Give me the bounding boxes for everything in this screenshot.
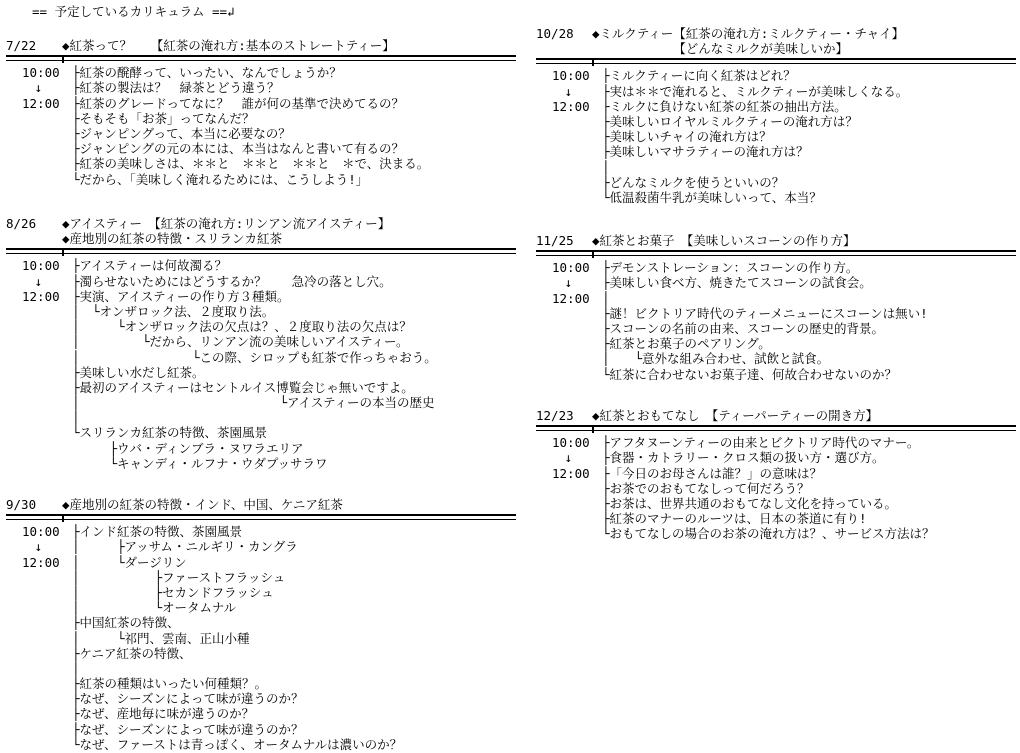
session-title: ◆アイスティー 【紅茶の淹れ方:リンアン流アイスティー】 — [62, 216, 391, 231]
topic-item: │ └ダージリン — [72, 554, 187, 570]
session-9-30 — [6, 497, 516, 752]
section-divider — [6, 248, 516, 254]
divider-tick — [62, 248, 64, 256]
topic-item: └だから、「美味しく淹れるためには、こうしよう!」 — [72, 171, 369, 187]
topic-item: │ └この際、シロップも紅茶で作っちゃおう。 — [72, 349, 437, 365]
topic-item: ├そもそも「お茶」ってなんだ？ — [72, 110, 255, 126]
topic-item: │ ├セカンドフラッシュ — [72, 584, 274, 600]
time-label: 10:00 — [552, 260, 590, 276]
session-header — [6, 38, 516, 53]
time-label: 10:00 — [22, 65, 60, 81]
topic-item: ├ミルクに負けない紅茶の紅茶の抽出方法。 — [602, 98, 847, 114]
topic-item: │ — [602, 290, 610, 306]
divider-tick — [62, 514, 64, 522]
topic-item: ├アイスティーは何故濁る？ — [72, 258, 228, 274]
session-date: 7/22 — [6, 38, 37, 53]
session-body — [536, 68, 1016, 205]
time-range — [22, 524, 66, 570]
topic-item: ├インド紅茶の特徴、茶園風景 — [72, 524, 243, 540]
session-date: 9/30 — [6, 497, 37, 512]
topic-item: ├ミルクティーに向く紅茶はどれ？ — [602, 68, 796, 84]
topic-item: │ ├ファーストフラッシュ — [72, 569, 286, 585]
session-title: ◆産地別の紅茶の特徴・スリランカ紅茶 — [62, 231, 283, 247]
time-label: 12:00 — [552, 290, 590, 306]
topic-item: ├お茶でのおもてなしって何だろう？ — [602, 480, 810, 496]
session-title: 【どんなミルクが美味しいか】 — [592, 41, 849, 57]
topic-item: │ — [72, 660, 80, 676]
topic-item: ├美味しいマサラティーの淹れ方は？ — [602, 144, 809, 160]
topic-list — [602, 68, 1016, 205]
topic-item: ├紅茶の美味しさは、＊＊と ＊＊と ＊＊と ＊で、決まる。 — [72, 156, 430, 172]
time-range — [552, 68, 596, 114]
topic-list — [72, 65, 516, 187]
topic-item: ├なぜ、産地毎に味が違うのか？ — [72, 706, 255, 722]
topic-item: └紅茶に合わせないお菓子達、何故合わせないのか？ — [602, 366, 898, 382]
topic-item: ├ウバ・ディンブラ・ヌワラエリア — [72, 440, 304, 456]
session-title: ◆産地別の紅茶の特徴・インド、中国、ケニア紅茶 — [62, 497, 343, 512]
down-arrow-icon: ↓ — [552, 83, 573, 99]
divider-tick — [592, 250, 594, 258]
topic-item: ├実演、アイスティーの作り方３種類。 — [72, 288, 290, 304]
topic-item: ├紅茶とお菓子のペアリング。 — [602, 336, 771, 352]
down-arrow-icon: ↓ — [22, 80, 43, 96]
time-label: 10:00 — [22, 258, 60, 274]
topic-item: │ └オンザロック法、２度取り法。 — [72, 303, 275, 319]
topic-item: ├紅茶のグレードってなに？ 誰が何の基準で決めてるの？ — [72, 95, 405, 111]
session-10-28 — [536, 26, 1016, 205]
down-arrow-icon: ↓ — [552, 275, 573, 291]
section-divider — [6, 514, 516, 520]
session-date: 12/23 — [536, 408, 574, 423]
topic-item: ├ジャンピングって、本当に必要なの？ — [72, 125, 291, 141]
down-arrow-icon: ↓ — [552, 450, 573, 466]
topic-item: ├中国紅茶の特徴、 — [72, 615, 180, 631]
topic-item: ├デモンストレーション：スコーンの作り方。 — [602, 260, 859, 276]
topic-item: └なぜ、ファーストは青っぽく、オータムナルは濃いのか？ — [72, 736, 403, 752]
session-title: ◆紅茶とお菓子 【美味しいスコーンの作り方】 — [592, 233, 856, 248]
session-header — [6, 497, 516, 512]
topic-item: ├お茶は、世界共通のおもてなし文化を持っている。 — [602, 495, 898, 511]
topic-item: ├美味しい水だし紅茶。 — [72, 364, 205, 380]
divider-tick — [592, 58, 594, 66]
session-title: ◆紅茶とおもてなし 【ティーパーティーの開き方】 — [592, 408, 879, 423]
session-body — [536, 435, 1016, 541]
topic-item: ├なぜ、シーズンによって味が違うのか？ — [72, 721, 304, 737]
topic-item: ├なぜ、シーズンによって味が違うのか？ — [72, 691, 304, 707]
session-header — [536, 233, 1016, 248]
session-8-26 — [6, 216, 516, 471]
topic-item: │ └意外な組み合わせ、試飲と試食。 — [602, 351, 830, 367]
divider-tick — [62, 55, 64, 63]
topic-item: ├どんなミルクを使うといいの？ — [602, 174, 785, 190]
section-divider — [536, 58, 1016, 64]
topic-item: └おもてなしの場合のお茶の淹れ方は？、サービス方法は？ — [602, 526, 935, 542]
topic-list — [72, 524, 516, 752]
topic-item: │ └アイスティーの本当の歴史 — [72, 395, 435, 411]
topic-item: ├ジャンピングの元の本には、本当はなんと書いて有るの？ — [72, 141, 405, 157]
time-range — [22, 65, 66, 111]
topic-item: ├ケニア紅茶の特徴、 — [72, 645, 192, 661]
session-header — [6, 216, 516, 231]
topic-item: ├濁らせないためにはどうするか？ 急冷の落とし穴。 — [72, 273, 392, 289]
time-label: 12:00 — [552, 98, 590, 114]
session-title: ◆ミルクティー【紅茶の淹れ方:ミルクティー・チャイ】 — [592, 26, 905, 41]
session-header — [536, 408, 1016, 423]
topic-item: ├スコーンの名前の由来、スコーンの歴史的背景。 — [602, 320, 885, 336]
topic-item: ├「今日のお母さんは誰？」の意味は？ — [602, 465, 823, 481]
topic-item: ├紅茶の種類はいったい何種類？。 — [72, 676, 268, 692]
session-7-22 — [6, 38, 516, 187]
section-divider — [536, 250, 1016, 256]
section-divider — [6, 55, 516, 61]
time-label: 10:00 — [22, 524, 60, 540]
time-label: 12:00 — [22, 288, 60, 304]
session-body — [536, 260, 1016, 382]
topic-item: └低温殺菌牛乳が美味しいって、本当？ — [602, 189, 822, 205]
topic-list — [602, 435, 1016, 541]
topic-item: ├紅茶のマナーのルーツは、日本の茶道に有り! — [602, 511, 867, 527]
session-body — [6, 524, 516, 752]
session-header-continued — [6, 231, 516, 246]
topic-item: │ — [602, 159, 610, 175]
session-date: 10/28 — [536, 26, 574, 41]
session-date: 11/25 — [536, 233, 574, 248]
time-label: 10:00 — [552, 435, 590, 451]
section-divider — [536, 425, 1016, 431]
session-12-23 — [536, 408, 1016, 542]
topic-item: ├最初のアイスティーはセントルイス博覧会じゃ無いですよ。 — [72, 379, 414, 395]
page-title: == 予定しているカリキュラム ==↲ — [32, 4, 235, 19]
topic-item: ├美味しいロイヤルミルクティーの淹れ方は？ — [602, 113, 858, 129]
session-11-25 — [536, 233, 1016, 382]
topic-item: │ ├アッサム・ニルギリ・カングラ — [72, 539, 298, 555]
topic-item: ├美味しいチャイの淹れ方は？ — [602, 129, 772, 145]
session-body — [6, 65, 516, 187]
topic-item: ├美味しい食べ方、焼きたてスコーンの試食会。 — [602, 275, 872, 291]
down-arrow-icon: ↓ — [22, 273, 43, 289]
topic-item: │ └だから、リンアン流の美味しいアイスティー。 — [72, 334, 409, 350]
session-date: 8/26 — [6, 216, 37, 231]
time-range — [552, 260, 596, 306]
topic-item: ├紅茶の製法は？ 緑茶とどう違う？ — [72, 80, 280, 96]
session-body — [6, 258, 516, 471]
topic-item: ├謎！ビクトリア時代のティーメニューにスコーンは無い! — [602, 305, 928, 321]
topic-item: ├食器・カトラリー・クロス類の扱い方・選び方。 — [602, 450, 885, 466]
time-label: 12:00 — [552, 465, 590, 481]
time-range — [552, 435, 596, 481]
time-range — [22, 258, 66, 304]
divider-tick — [592, 425, 594, 433]
topic-item: │ └祁門、雲南、正山小種 — [72, 630, 250, 646]
topic-item: ├アフタヌーンティーの由来とビクトリア時代のマナー。 — [602, 435, 920, 451]
time-label: 12:00 — [22, 554, 60, 570]
time-label: 12:00 — [22, 95, 60, 111]
session-header — [536, 26, 1016, 41]
topic-item: │ └オータムナル — [72, 600, 237, 616]
topic-list — [72, 258, 516, 471]
topic-item: └スリランカ紅茶の特徴、茶園風景 — [72, 425, 268, 441]
topic-item: ├紅茶の醗酵って、いったい、なんでしょうか？ — [72, 65, 342, 81]
topic-item: │ — [72, 410, 80, 426]
topic-item: ├実は＊＊で淹れると、ミルクティーが美味しくなる。 — [602, 83, 909, 99]
topic-list — [602, 260, 1016, 382]
time-label: 10:00 — [552, 68, 590, 84]
topic-item: │ └オンザロック法の欠点は？、２度取り法の欠点は？ — [72, 319, 412, 335]
topic-item: └キャンディ・ルフナ・ウダプッサラワ — [72, 455, 328, 471]
session-title: ◆紅茶って？ 【紅茶の淹れ方:基本のストレートティー】 — [62, 38, 395, 53]
session-header-continued — [536, 41, 1016, 56]
down-arrow-icon: ↓ — [22, 539, 43, 555]
